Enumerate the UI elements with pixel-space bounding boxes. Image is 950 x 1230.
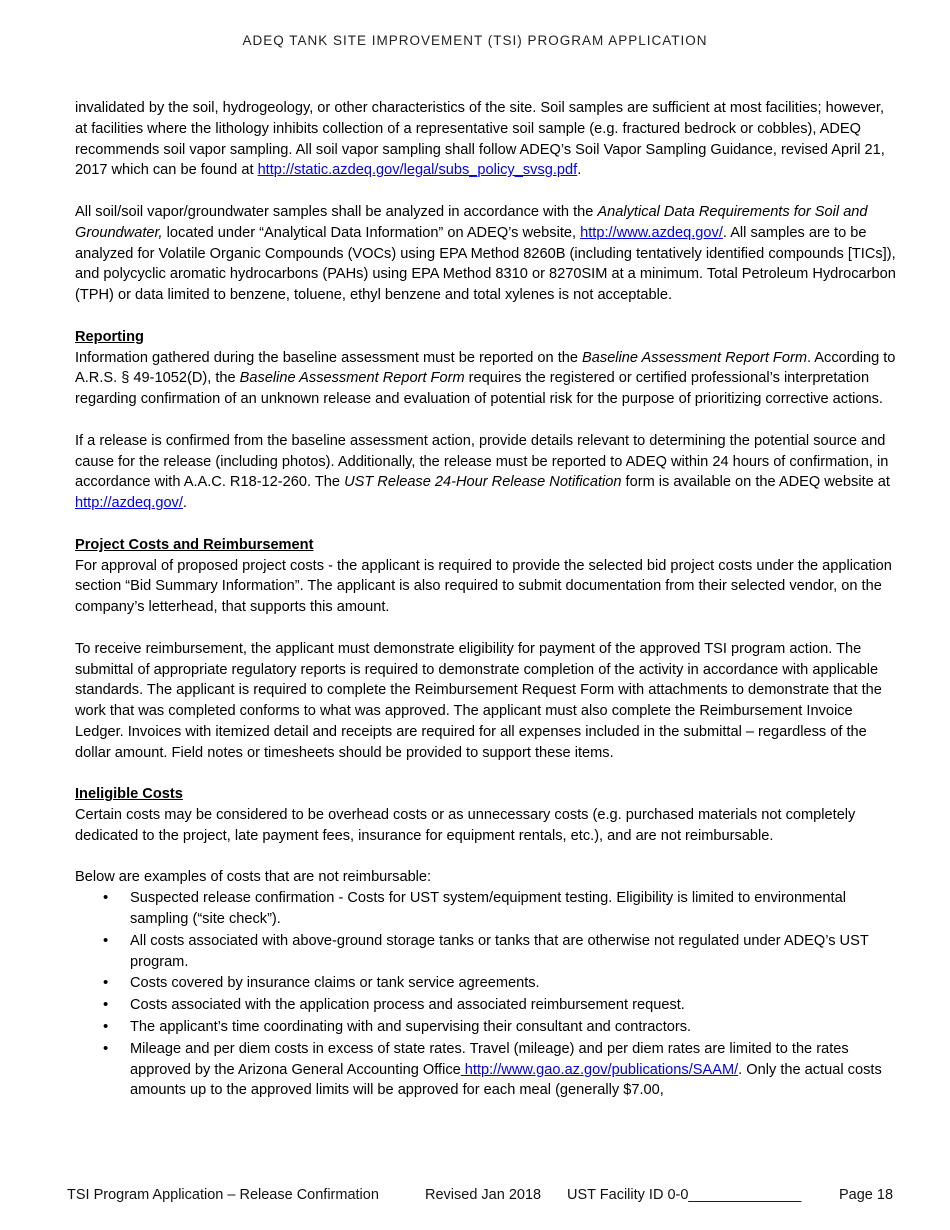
gao-saam-link[interactable]: http://www.gao.az.gov/publications/SAAM/ bbox=[460, 1061, 739, 1078]
page-footer bbox=[67, 1187, 897, 1203]
list-item: • Suspected release confirmation - Costs for UST system/equipment testing. Eligibility is limited to environmental sampling (“site check”). bbox=[75, 888, 897, 930]
paragraph-text: located under “Analytical Data Information” on ADEQ’s website, bbox=[162, 224, 581, 241]
paragraph-text: All soil/soil vapor/groundwater samples shall be analyzed in accordance with the bbox=[75, 203, 598, 220]
list-item: • All costs associated with above-ground storage tanks or tanks that are otherwise not regulated under ADEQ’s UST program. bbox=[75, 931, 897, 973]
azdeq-link[interactable]: http://azdeq.gov/ bbox=[75, 495, 183, 512]
list-item: • Costs associated with the application process and associated reimbursement request. bbox=[75, 995, 897, 1016]
project-costs-heading: Project Costs and Reimbursement bbox=[75, 536, 314, 553]
footer-document-name: TSI Program Application – Release Confirmation bbox=[67, 1187, 379, 1203]
analysis-paragraph bbox=[75, 202, 897, 306]
form-name-italic: UST Release 24-Hour Release Notification bbox=[344, 474, 622, 491]
ineligible-costs-list bbox=[75, 888, 897, 1101]
soil-vapor-paragraph bbox=[75, 98, 897, 181]
reporting-paragraph-2 bbox=[75, 431, 897, 514]
list-item-text: Mileage and per diem costs in excess of state rates. Travel (mileage) and per diem rates are limited to the rates approved by the Arizona General Accounting Office bbox=[130, 1040, 849, 1078]
project-costs-paragraph-2: To receive reimbursement, the applicant must demonstrate eligibility for payment of the approved TSI program action. The submittal of appropriate regulatory reports is required to demonstrate completion of the activity in accordance with applicable standards. The applicant is required to complete the Reimbursement Request Form with attachments to demonstrate that the work that was completed conforms to what was approved. The applicant must also complete the Reimbursement Invoice Ledger. Invoices with itemized detail and receipts are required for all expenses included in the submittal – regardless of the dollar amount. Field notes or timesheets should be provided to support these items. bbox=[75, 640, 882, 761]
project-costs-paragraph-1: For approval of proposed project costs - the applicant is required to provide the selected bid project costs under the application section “Bid Summary Information”. The applicant is also required to submit documentation from their selected vendor, on the company’s letterhead, that supports this amount. bbox=[75, 557, 892, 616]
form-name-italic: Baseline Assessment Report Form bbox=[239, 370, 465, 387]
svsg-policy-link[interactable]: http://static.azdeq.gov/legal/subs_policy_svsg.pdf bbox=[257, 162, 578, 179]
footer-revised-date: Revised Jan 2018 bbox=[425, 1187, 542, 1203]
document-body bbox=[75, 98, 897, 1102]
form-name-italic: Baseline Assessment Report Form bbox=[582, 349, 807, 366]
list-item bbox=[75, 1039, 897, 1101]
list-item-text: . Only the actual costs amounts up to the approved limits will be approved for each meal (generally $7.00, bbox=[130, 1061, 882, 1099]
reporting-paragraph-1 bbox=[75, 348, 897, 410]
paragraph-text: . All samples are to be analyzed for Volatile Organic Compounds (VOCs) using EPA Method 8260B (including tentatively identified compounds [TICs]), and polycyclic aromatic hydrocarbons (PAHs) using EPA Method 8310 or 8270SIM at a minimum. Total Petroleum Hydrocarbon (TPH) or data limited to benzene, toluene, ethyl benzene and total xylenes is not acceptable. bbox=[75, 224, 896, 304]
azdeq-website-link[interactable]: http://www.azdeq.gov/ bbox=[580, 224, 723, 241]
paragraph-text: invalidated by the soil, hydrogeology, or other characteristics of the site. Soil samples are sufficient at most facilities; however, at facilities where the lithology inhibits collection of a representative soil sample (e.g. fractured bedrock or cobbles), ADEQ recommends soil vapor sampling. All soil vapor sampling shall follow ADEQ’s Soil Vapor Sampling Guidance, revised April 21, 2017 which can be found at bbox=[75, 100, 885, 179]
footer-page-number: Page 18 bbox=[839, 1187, 894, 1203]
list-item: • Costs covered by insurance claims or tank service agreements. bbox=[75, 973, 897, 994]
ineligible-costs-paragraph: Certain costs may be considered to be overhead costs or as unnecessary costs (e.g. purchased materials not completely dedicated to the project, late payment fees, insurance for equipment rentals, etc.), and are not reimbursable. bbox=[75, 807, 856, 844]
list-item: • The applicant’s time coordinating with and supervising their consultant and contractors. bbox=[75, 1017, 897, 1038]
punctuation: . bbox=[577, 162, 582, 179]
punctuation: . bbox=[182, 495, 187, 512]
paragraph-text: requires the registered or certified professional’s interpretation regarding confirmation of an unknown release and evaluation of potential risk for the purpose of prioritizing corrective actions. bbox=[75, 370, 883, 408]
ineligible-list-intro: Below are examples of costs that are not reimbursable: bbox=[75, 869, 432, 886]
ineligible-costs-heading: Ineligible Costs bbox=[75, 786, 183, 803]
paragraph-text: Information gathered during the baseline assessment must be reported on the bbox=[75, 349, 583, 366]
reporting-heading: Reporting bbox=[75, 328, 144, 345]
document-title-italic: Analytical Data Requirements for Soil and Groundwater, bbox=[75, 203, 868, 241]
page-header: ADEQ TANK SITE IMPROVEMENT (TSI) PROGRAM APPLICATION bbox=[242, 33, 708, 48]
paragraph-text: If a release is confirmed from the baseline assessment action, provide details relevant to determining the potential source and cause for the release (including photos). Additionally, the release must be reported to ADEQ within 24 hours of confirmation, in accordance with A.A.C. R18-12-260. The bbox=[75, 432, 889, 491]
paragraph-text: form is available on the ADEQ website at bbox=[621, 474, 890, 491]
paragraph-text: . According to A.R.S. § 49-1052(D), the bbox=[75, 349, 896, 387]
footer-facility-id: UST Facility ID 0-0______________ bbox=[567, 1187, 802, 1203]
